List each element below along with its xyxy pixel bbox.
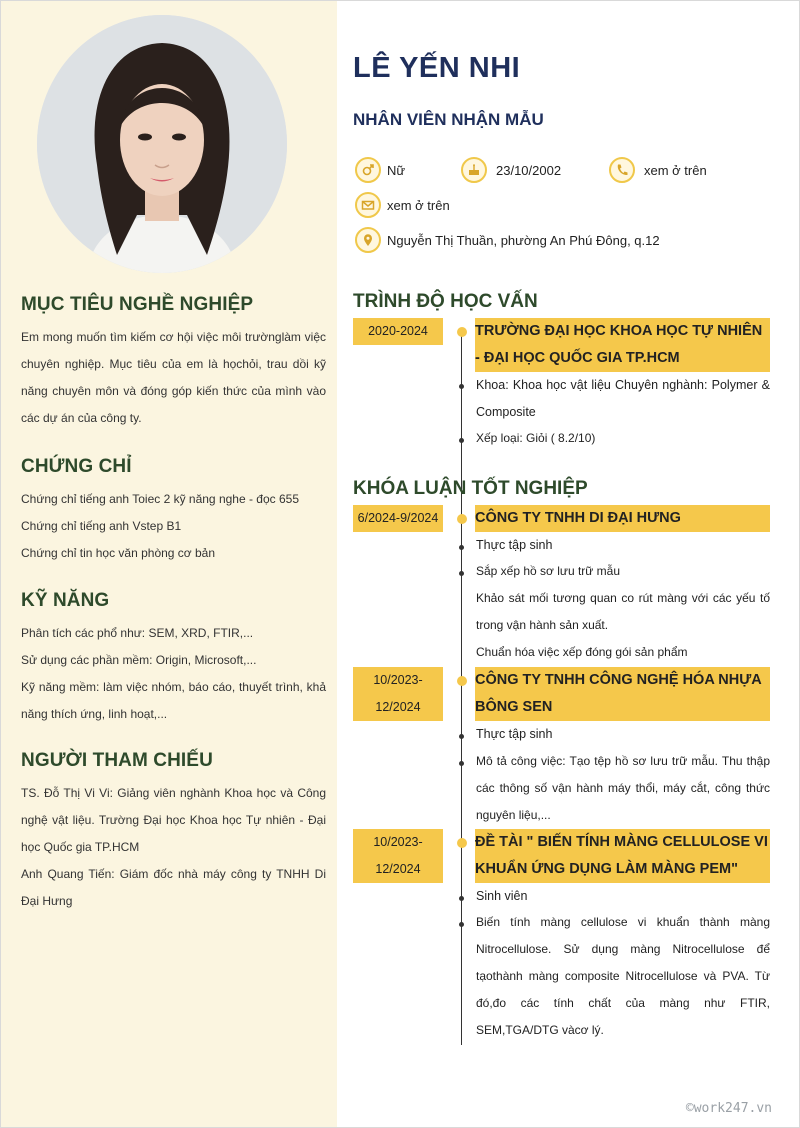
thesis-date: 10/2023-12/2024 — [353, 829, 443, 883]
timeline-dot — [457, 676, 467, 686]
education-title: TRÌNH ĐỘ HỌC VẤN — [353, 291, 538, 312]
thesis-date: 10/2023-12/2024 — [353, 667, 443, 721]
skills-title: KỸ NĂNG — [21, 590, 110, 611]
email-info — [355, 192, 450, 218]
timeline-bullet — [459, 438, 464, 443]
thesis-title: KHÓA LUẬN TỐT NGHIỆP — [353, 478, 588, 499]
watermark: ©work247.vn — [685, 1101, 772, 1116]
thesis-date: 6/2024-9/2024 — [353, 505, 443, 532]
objective-title: MỤC TIÊU NGHỀ NGHIỆP — [21, 294, 254, 315]
gender-icon — [355, 157, 381, 183]
address-info — [355, 227, 660, 253]
certificate-item: Chứng chỉ tiếng anh Vstep B1 — [21, 519, 182, 533]
timeline-dot — [457, 838, 467, 848]
thesis-role: Thực tập sinh — [476, 538, 553, 552]
profile-photo — [37, 15, 287, 273]
phone-info — [609, 157, 707, 183]
certificates-title: CHỨNG CHỈ — [21, 456, 132, 477]
skill-item: Phân tích các phổ như: SEM, XRD, FTIR,... — [21, 626, 254, 640]
thesis-desc: Mô tả công việc: Tạo tệp hồ sơ lưu trữ mẫu. Thu thập các thông số vận hành máy thổi, máy cắt, công thức nguyên liệu,... — [476, 754, 770, 822]
cake-icon — [461, 157, 487, 183]
skills-section — [21, 590, 326, 728]
timeline-bullet — [459, 384, 464, 389]
job-title: NHÂN VIÊN NHẬN MẪU — [353, 110, 544, 129]
birthday-value: 23/10/2002 — [496, 162, 562, 178]
timeline-bullet — [459, 571, 464, 576]
timeline-dot — [457, 327, 467, 337]
certificate-item: Chứng chỉ tiếng anh Toiec 2 kỹ năng nghe - đọc 655 — [21, 492, 300, 506]
thesis-desc: Khảo sát mối tương quan co rút màng với các yếu tố trong vận hành sản xuất. — [476, 591, 770, 632]
thesis-desc: Sắp xếp hồ sơ lưu trữ mẫu — [476, 564, 620, 578]
education-date: 2020-2024 — [353, 318, 443, 345]
location-icon — [355, 227, 381, 253]
candidate-name: LÊ YẾN NHI — [353, 52, 521, 84]
address-value: Nguyễn Thị Thuần, phường An Phú Đông, q.12 — [387, 232, 660, 248]
timeline-bullet — [459, 761, 464, 766]
email-value: xem ở trên — [387, 197, 450, 213]
education-major: Khoa: Khoa học vật liệu Chuyên nghành: Polymer & Composite — [476, 378, 770, 419]
birthday-info — [461, 157, 561, 183]
skill-item: Kỹ năng mềm: làm việc nhóm, báo cáo, thuyết trình, khả năng thích ứng, linh hoạt,... — [21, 680, 326, 721]
objective-section — [21, 294, 326, 432]
references-title: NGƯỜI THAM CHIẾU — [21, 750, 213, 771]
thesis-heading: ĐỀ TÀI " BIẾN TÍNH MÀNG CELLULOSE VI KHUẨN ỨNG DỤNG LÀM MÀNG PEM" — [475, 829, 770, 883]
thesis-heading: CÔNG TY TNHH DI ĐẠI HƯNG — [475, 505, 770, 532]
timeline-bullet — [459, 922, 464, 927]
phone-icon — [609, 157, 635, 183]
gender-value: Nữ — [387, 162, 406, 178]
certificates-section — [21, 456, 326, 567]
skill-item: Sử dụng các phần mềm: Origin, Microsoft,... — [21, 653, 257, 667]
thesis-role: Sinh viên — [476, 889, 528, 903]
objective-text: Em mong muốn tìm kiếm cơ hội việc môi trườnglàm việc chuyên nghiệp. Mục tiêu của em là họchỏi, trau dồi kỹ năng chuyên môn và đóng góp kiến thức của mình vào các dự án của công ty. — [21, 330, 326, 425]
education-school: TRƯỜNG ĐẠI HỌC KHOA HỌC TỰ NHIÊN - ĐẠI HỌC QUỐC GIA TP.HCM — [475, 318, 770, 372]
thesis-desc: Chuẩn hóa việc xếp đóng gói sản phẩm — [476, 645, 688, 659]
phone-value: xem ở trên — [644, 162, 707, 178]
reference-item: Anh Quang Tiến: Giám đốc nhà máy công ty TNHH Di Đại Hưng — [21, 867, 326, 908]
timeline-bullet — [459, 545, 464, 550]
gender-info — [355, 157, 405, 183]
mail-icon — [355, 192, 381, 218]
timeline-bullet — [459, 734, 464, 739]
timeline-dot — [457, 514, 467, 524]
certificate-item: Chứng chỉ tin học văn phòng cơ bản — [21, 546, 216, 560]
timeline-bullet — [459, 896, 464, 901]
reference-item: TS. Đỗ Thị Vi Vi: Giảng viên nghành Khoa học và Công nghệ vật liệu. Trường Đại học Khoa học Tự nhiên - Đại học Quốc gia TP.HCM — [21, 786, 326, 854]
thesis-desc: Biến tính màng cellulose vi khuẩn thành màng Nitrocellulose. Sử dụng màng Nitrocellulose để tạothành màng composite Nitrocellulose và PVA. Từ đó,đo các tính chất của màng như FTIR, SEM,TGA/DTG vàcơ lý. — [476, 915, 770, 1037]
references-section — [21, 750, 326, 915]
thesis-role: Thực tập sinh — [476, 727, 553, 741]
thesis-heading: CÔNG TY TNHH CÔNG NGHỆ HÓA NHỰA BÔNG SEN — [475, 667, 770, 721]
education-grade: Xếp loại: Giỏi ( 8.2/10) — [476, 431, 596, 445]
